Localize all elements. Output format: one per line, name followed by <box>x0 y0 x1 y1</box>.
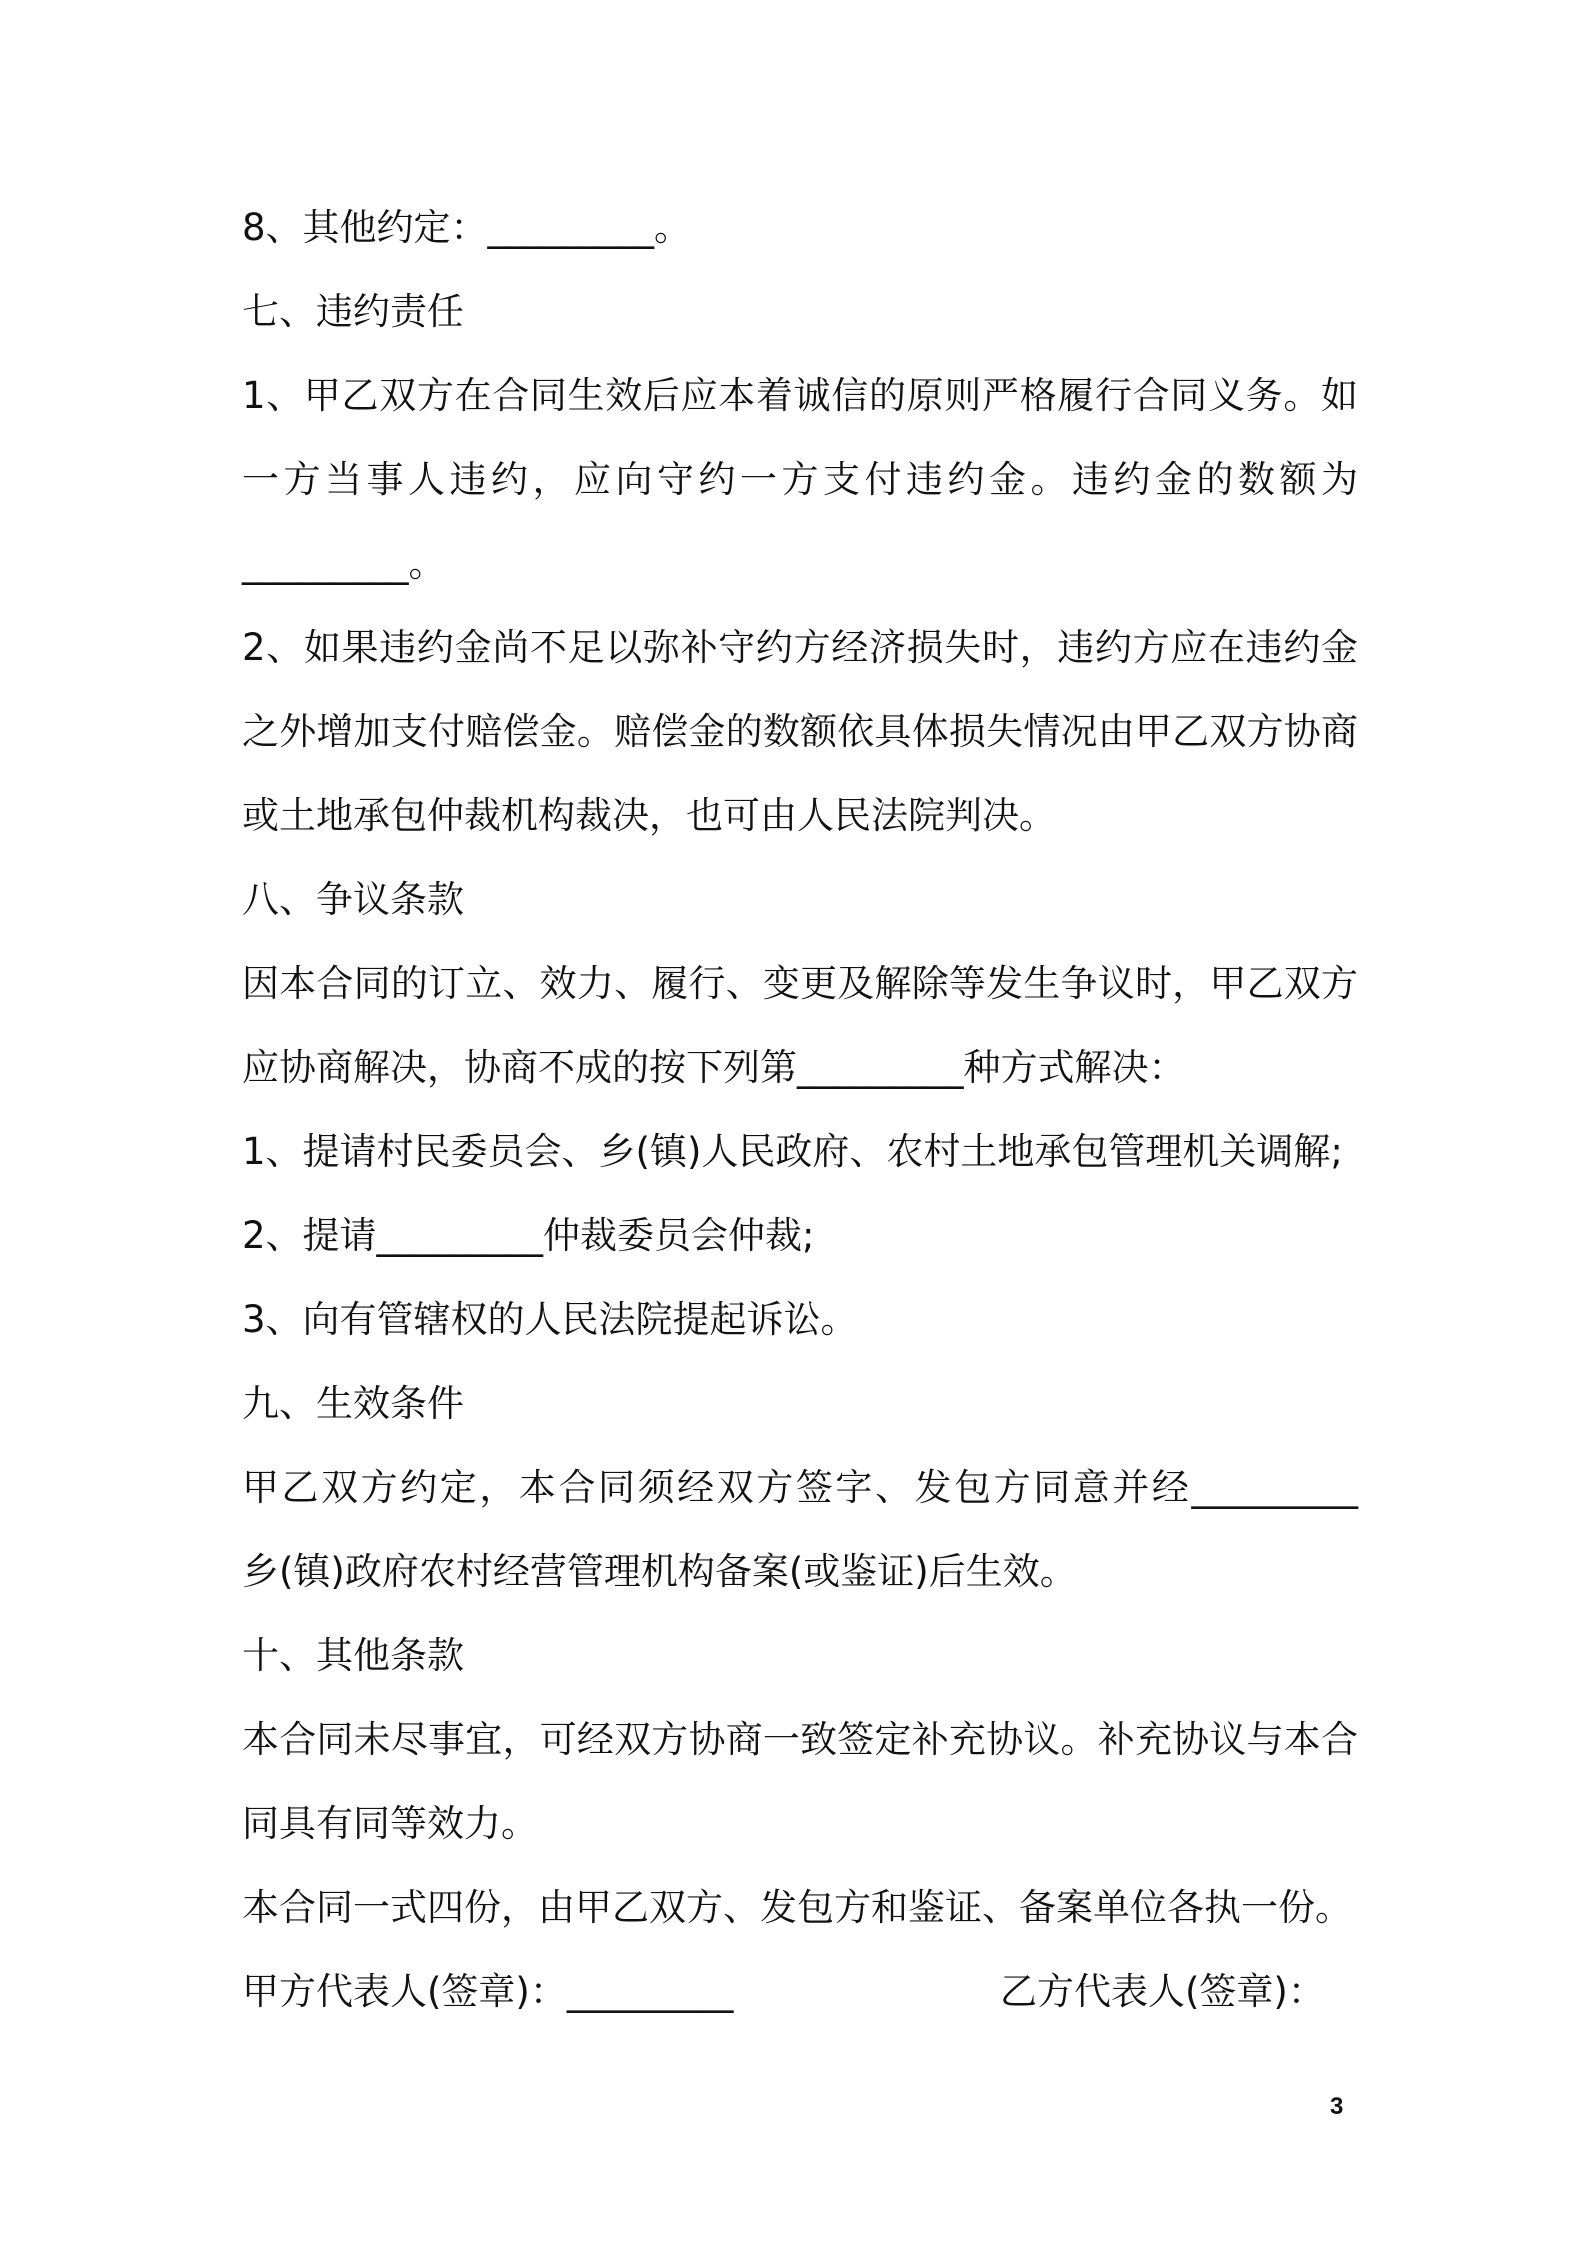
list-item: 3、向有管辖权的人民法院提起诉讼。 <box>242 1298 858 1341</box>
paragraph-line: 因本合同的订立、效力、履行、变更及解除等发生争议时，甲乙双方 <box>242 962 1358 1005</box>
section-heading-breach-liability: 七、违约责任 <box>242 290 464 333</box>
paragraph-line: 之外增加支付赔偿金。赔偿金的数额依具体损失情况由甲乙双方协商 <box>242 710 1358 753</box>
paragraph-line: 2、如果违约金尚不足以弥补守约方经济损失时，违约方应在违约金 <box>242 626 1358 669</box>
paragraph-line: 应协商解决，协商不成的按下列第_________种方式解决： <box>242 1046 1186 1089</box>
paragraph-line: 本合同未尽事宜，可经双方协商一致签定补充协议。补充协议与本合 <box>242 1718 1358 1761</box>
paragraph-line: 同具有同等效力。 <box>242 1802 538 1845</box>
section-heading-dispute-clause: 八、争议条款 <box>242 878 464 921</box>
page-number: 3 <box>1330 2093 1344 2120</box>
paragraph-line: 或土地承包仲裁机构裁决，也可由人民法院判决。 <box>242 794 1056 837</box>
paragraph-line: 本合同一式四份，由甲乙双方、发包方和鉴证、备案单位各执一份。 <box>242 1886 1352 1929</box>
clause-8-other-agreement: 8、其他约定：_________。 <box>242 206 692 249</box>
paragraph-line: _________。 <box>242 542 446 585</box>
list-item: 1、提请村民委员会、乡(镇)人民政府、农村土地承包管理机关调解; <box>242 1130 1343 1173</box>
paragraph-line: 乡(镇)政府农村经营管理机构备案(或鉴证)后生效。 <box>242 1550 1077 1593</box>
paragraph-line: 一方当事人违约，应向守约一方支付违约金。违约金的数额为 <box>242 458 1358 501</box>
paragraph-line: 甲乙双方约定，本合同须经双方签字、发包方同意并经_________ <box>242 1466 1358 1509</box>
section-heading-other-terms: 十、其他条款 <box>242 1634 464 1677</box>
party-b-signature-line: 乙方代表人(签章)： <box>1000 1970 1325 2013</box>
section-heading-effective-conditions: 九、生效条件 <box>242 1382 464 1425</box>
paragraph-line: 1、甲乙双方在合同生效后应本着诚信的原则严格履行合同义务。如 <box>242 374 1358 417</box>
list-item: 2、提请_________仲裁委员会仲裁; <box>242 1214 815 1257</box>
party-a-signature-line: 甲方代表人(签章)：_________ <box>242 1970 734 2013</box>
